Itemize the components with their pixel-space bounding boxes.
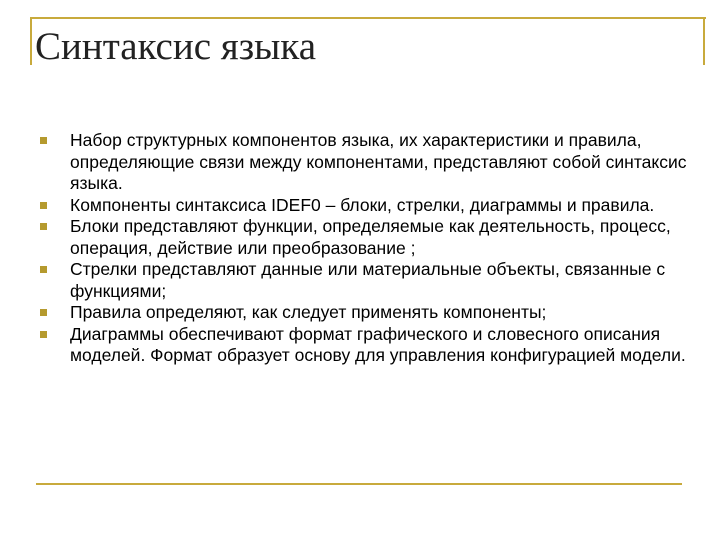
bullet-list bbox=[70, 130, 690, 367]
bullet-item bbox=[70, 216, 690, 259]
bullet-text: Компоненты синтаксиса IDEF0 – блоки, стрелки, диаграммы и правила. bbox=[70, 194, 655, 215]
bullet-text: Стрелки представляют данные или материальные объекты, связанные с функциями; bbox=[70, 259, 666, 301]
bullet-item bbox=[70, 302, 690, 324]
left-border-line bbox=[30, 17, 32, 65]
square-bullet-icon bbox=[40, 266, 47, 273]
bullet-item bbox=[70, 324, 690, 367]
bullet-item bbox=[70, 195, 690, 217]
square-bullet-icon bbox=[40, 137, 47, 144]
slide-title: Синтаксис языка bbox=[35, 25, 317, 68]
bullet-text: Правила определяют, как следует применять компоненты; bbox=[70, 302, 547, 322]
bullet-text: Блоки представляют функции, определяемые как деятельность, процесс, операция, действие или преобразование ; bbox=[70, 216, 671, 258]
bullet-item bbox=[70, 130, 690, 195]
square-bullet-icon bbox=[40, 309, 47, 316]
square-bullet-icon bbox=[40, 202, 47, 209]
right-border-line bbox=[703, 17, 705, 65]
bullet-text: Набор структурных компонентов языка, их характеристики и правила, определяющие связи между компонентами, представляют собой синтаксис языка. bbox=[70, 130, 687, 193]
square-bullet-icon bbox=[40, 331, 47, 338]
bullet-item bbox=[70, 259, 690, 302]
square-bullet-icon bbox=[40, 223, 47, 230]
bottom-border-line bbox=[36, 483, 682, 485]
bullet-text: Диаграммы обеспечивают формат графического и словесного описания моделей. Формат образует основу для управления конфигурацией модели. bbox=[70, 323, 686, 365]
top-border-line bbox=[30, 17, 706, 19]
